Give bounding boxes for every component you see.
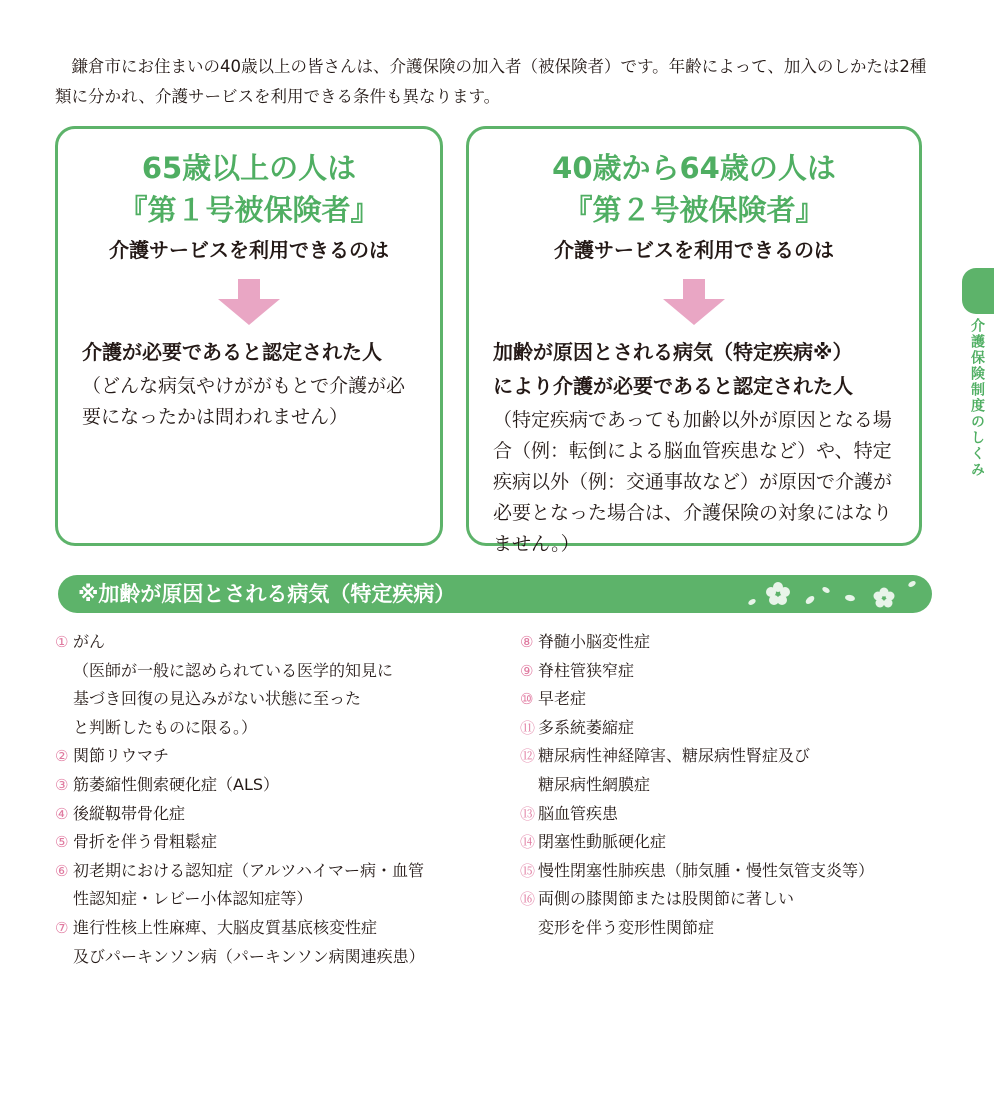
item-text: 脊柱管狭窄症 xyxy=(538,660,635,680)
second-insured-result-line2: により介護が必要であると認定された人 xyxy=(493,374,853,398)
list-item xyxy=(55,914,485,971)
second-insured-result xyxy=(469,335,919,403)
specific-diseases-banner xyxy=(58,575,932,613)
item-number: ⑯ xyxy=(520,890,536,909)
item-number: ⑧ xyxy=(520,633,534,651)
list-item xyxy=(55,857,485,914)
item-number: ⑪ xyxy=(520,718,536,737)
list-item xyxy=(55,800,485,829)
list-item xyxy=(55,771,485,800)
side-tab xyxy=(962,268,994,314)
first-insured-note: （どんな病気やけががもとで介護が必要になったかは問われません） xyxy=(82,375,406,428)
item-number: ⑬ xyxy=(520,804,536,823)
item-text: 糖尿病性網膜症 xyxy=(538,774,651,794)
item-text: 基づき回復の見込みがない状態に至った xyxy=(73,689,362,709)
second-insured-box xyxy=(466,126,922,555)
item-text: 慢性閉塞性肺疾患（肺気腫・慢性気管支炎等） xyxy=(538,860,875,880)
item-text: （医師が一般に認められている医学的知見に xyxy=(73,660,394,680)
item-text: 初老期における認知症（アルツハイマー病・血管 xyxy=(73,860,425,880)
item-number: ⑮ xyxy=(520,861,536,880)
item-text: 後縦靱帯骨化症 xyxy=(73,803,186,823)
item-number: ⑥ xyxy=(55,861,69,880)
disease-list-left xyxy=(55,628,485,971)
item-text: 早老症 xyxy=(538,689,587,709)
item-text: 多系統萎縮症 xyxy=(538,717,635,737)
item-text: 糖尿病性神経障害、糖尿病性腎症及び xyxy=(538,746,811,766)
item-number: ④ xyxy=(55,804,69,823)
item-text: 脊髄小脳変性症 xyxy=(538,632,651,651)
first-insured-result: 介護が必要であると認定された人 xyxy=(82,340,382,364)
item-text: 両側の膝関節または股関節に著しい xyxy=(538,889,795,909)
item-text: 骨折を伴う骨粗鬆症 xyxy=(73,832,218,852)
item-text: 性認知症・レビー小体認知症等） xyxy=(73,889,313,909)
item-text: と判断したものに限る。） xyxy=(73,717,258,737)
item-text: 進行性核上性麻痺、大脳皮質基底核変性症 xyxy=(73,917,378,937)
item-number: ⑤ xyxy=(55,833,69,852)
first-insured-box xyxy=(55,126,443,546)
first-insured-title-age: 65歳以上の人は xyxy=(141,151,357,185)
cherry-blossom-decoration-icon xyxy=(742,576,922,612)
second-insured-title-age: 40歳から64歳の人は xyxy=(552,151,836,185)
item-text: 閉塞性動脈硬化症 xyxy=(538,832,667,852)
side-section-label: 介護保険制度のしくみ xyxy=(969,318,985,478)
item-text: 変形を伴う変形性関節症 xyxy=(538,917,715,937)
item-number: ② xyxy=(55,747,69,766)
banner-title: ※加齢が原因とされる病気（特定疾病） xyxy=(78,582,456,606)
item-text: 筋萎縮性側索硬化症（ALS） xyxy=(73,774,280,794)
disease-list-right xyxy=(520,628,940,943)
item-number: ⑦ xyxy=(55,918,69,937)
list-item xyxy=(55,828,485,857)
down-arrow-icon xyxy=(663,279,725,325)
list-item xyxy=(520,628,940,657)
second-insured-title-category: 『第２号被保険者』 xyxy=(563,193,825,227)
item-text: 脳血管疾患 xyxy=(538,803,619,823)
list-item xyxy=(55,742,485,771)
second-insured-result-line1: 加齢が原因とされる病気（特定疾病※） xyxy=(493,340,853,364)
item-number: ⑩ xyxy=(520,690,534,709)
list-item xyxy=(520,685,940,714)
item-number: ① xyxy=(55,633,69,651)
list-item xyxy=(520,828,940,857)
first-insured-title-category: 『第１号被保険者』 xyxy=(118,193,380,227)
second-insured-condition: 介護サービスを利用できるのは xyxy=(554,238,834,262)
intro-text: 鎌倉市にお住まいの40歳以上の皆さんは、介護保険の加入者（被保険者）です。年齢によって、加入のしかたは2種類に分かれ、介護サービスを利用できる条件も異なります。 xyxy=(55,57,927,106)
item-text: がん xyxy=(73,632,106,651)
item-number: ⑨ xyxy=(520,661,534,680)
list-item xyxy=(520,657,940,686)
list-item xyxy=(520,714,940,743)
item-text: 関節リウマチ xyxy=(73,746,170,766)
second-insured-note: （特定疾病であっても加齢以外が原因となる場合（例：転倒による脳血管疾患など）や、特定疾病以外（例：交通事故など）が原因で介護が必要となった場合は、介護保険の対象にはなりません。） xyxy=(493,409,893,555)
list-item xyxy=(520,857,940,886)
down-arrow-icon xyxy=(218,279,280,325)
first-insured-condition: 介護サービスを利用できるのは xyxy=(109,238,389,262)
item-number: ③ xyxy=(55,775,69,794)
item-number: ⑫ xyxy=(520,747,536,766)
list-item xyxy=(55,628,485,742)
list-item xyxy=(520,742,940,799)
list-item xyxy=(520,800,940,829)
item-text: 及びパーキンソン病（パーキンソン病関連疾患） xyxy=(73,946,425,966)
list-item xyxy=(520,885,940,942)
item-number: ⑭ xyxy=(520,833,536,852)
